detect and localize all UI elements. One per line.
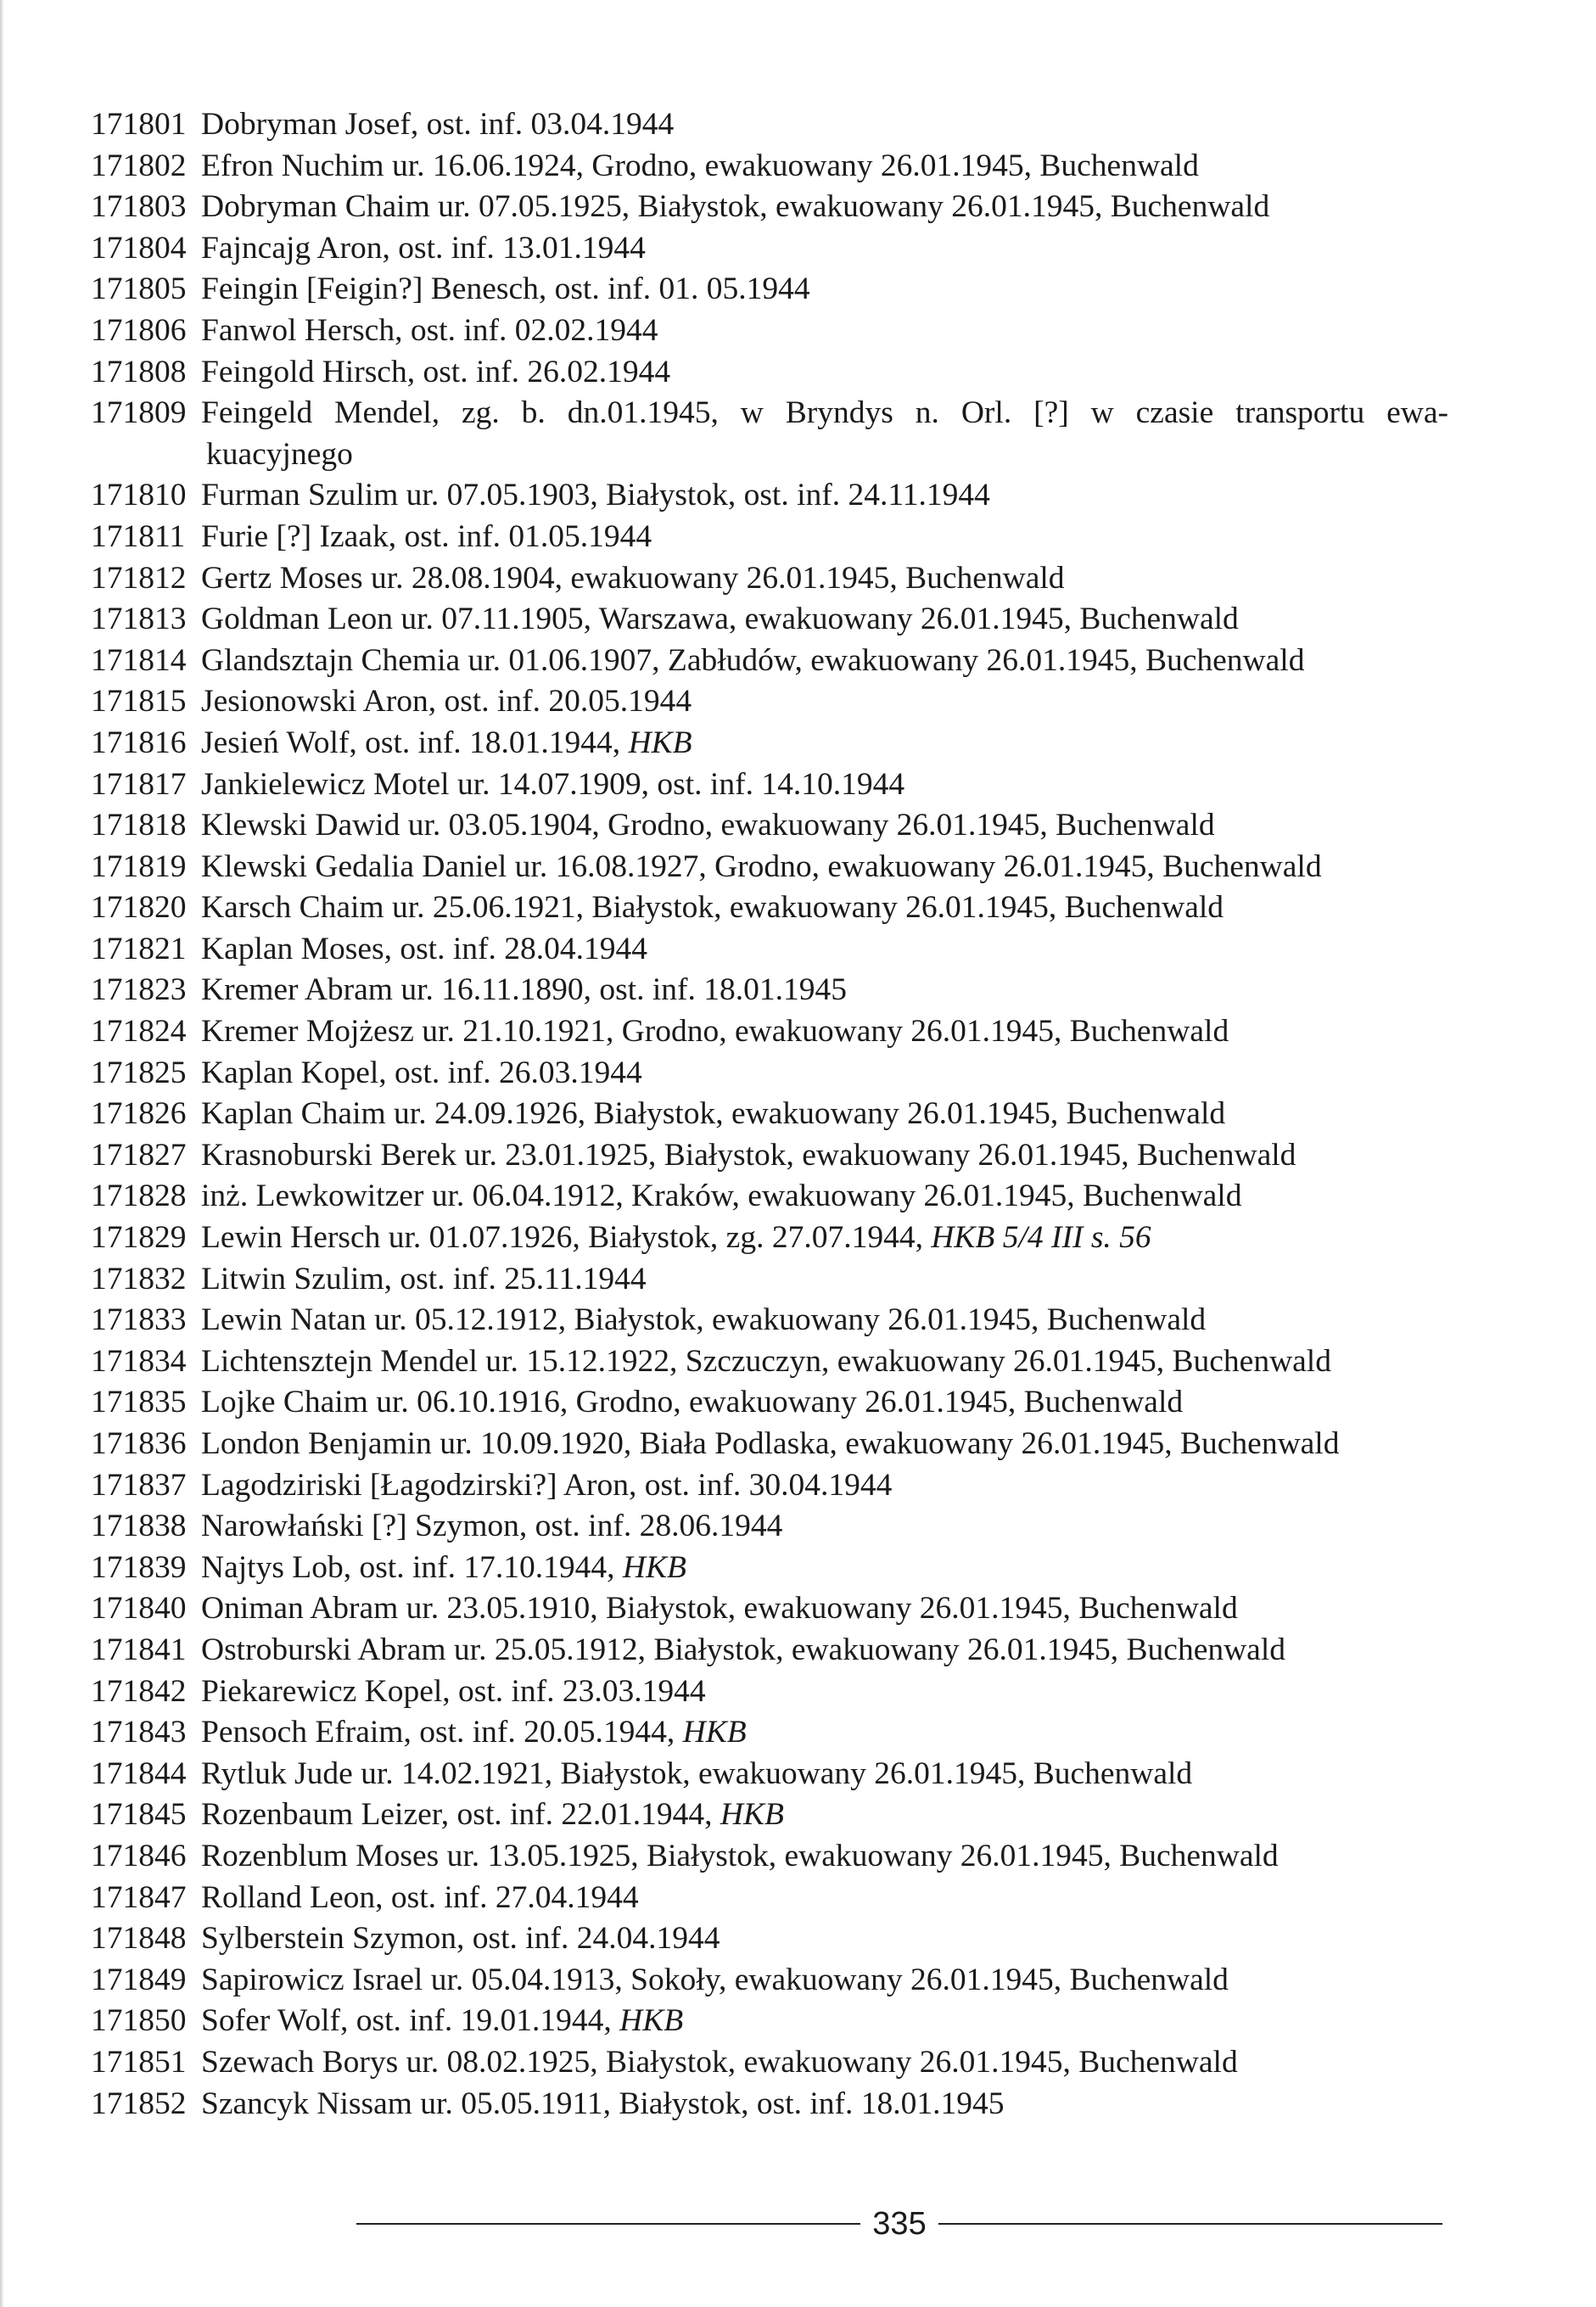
entry-text: Fanwol Hersch, ost. inf. 02.02.1944 [201, 312, 658, 348]
prisoner-number: 171827 [91, 1137, 187, 1173]
footer-rule-right [938, 2223, 1442, 2225]
entry-note-italic: HKB [628, 725, 692, 760]
entry-text: Lewin Natan ur. 05.12.1912, Białystok, ewakuowany 26.01.1945, Buchenwald [201, 1302, 1207, 1338]
footer-rule-left [356, 2223, 860, 2225]
entry-text: Ostroburski Abram ur. 25.05.1912, Białystok, ewakuowany 26.01.1945, Buchenwald [201, 1632, 1285, 1667]
entry-text: Lojke Chaim ur. 06.10.1916, Grodno, ewakuowany 26.01.1945, Buchenwald [201, 1385, 1184, 1420]
prisoner-number: 171829 [91, 1220, 187, 1256]
entry-line [91, 1509, 782, 1543]
entry-note-italic: HKB [622, 1549, 686, 1585]
prisoner-number: 171817 [91, 766, 187, 802]
prisoner-number: 171818 [91, 808, 187, 843]
page-edge-shadow [0, 0, 3, 2307]
list-item [91, 1878, 1448, 1919]
entry-text: Rozenbaum Leizer, ost. inf. 22.01.1944, [201, 1797, 720, 1833]
entry-text: Glandsztajn Chemia ur. 01.06.1907, Zabłudów, ewakuowany 26.01.1945, Buchenwald [201, 642, 1305, 678]
list-item [91, 1960, 1448, 2002]
entry-text: Kaplan Moses, ost. inf. 28.04.1944 [201, 931, 648, 966]
prisoner-number: 171842 [91, 1673, 187, 1709]
entry-line [91, 2086, 1005, 2121]
list-item [91, 558, 1448, 600]
prisoner-number: 171832 [91, 1261, 187, 1296]
entry-line [91, 1220, 1151, 1255]
list-item [91, 1712, 1448, 1754]
prisoner-number: 171806 [91, 312, 187, 348]
list-item [91, 1588, 1448, 1630]
prisoner-number: 171852 [91, 2086, 187, 2121]
entry-text: Litwin Szulim, ost. inf. 25.11.1944 [201, 1261, 647, 1296]
entry-line [91, 1385, 1183, 1419]
prisoner-number: 171828 [91, 1179, 187, 1214]
entry-line [91, 1262, 647, 1296]
list-item [91, 847, 1448, 888]
entry-line [91, 1839, 1279, 1873]
prisoner-number: 171808 [91, 354, 187, 389]
list-item [91, 1011, 1448, 1053]
entry-note-italic: HKB [682, 1715, 747, 1750]
list-item [91, 1424, 1448, 1465]
entry-text: inż. Lewkowitzer ur. 06.04.1912, Kraków, ewakuowany 26.01.1945, Buchenwald [201, 1179, 1242, 1214]
entry-line [91, 1674, 706, 1709]
entry-continuation: kuacyjnego [206, 436, 353, 472]
entry-text: Karsch Chaim ur. 25.06.1921, Białystok, ewakuowany 26.01.1945, Buchenwald [201, 890, 1224, 926]
entry-line [91, 2003, 683, 2038]
list-item [91, 352, 1448, 394]
entry-text: Rozenblum Moses ur. 13.05.1925, Białystok, ewakuowany 26.01.1945, Buchenwald [201, 1838, 1279, 1873]
entry-text: Narowłański [?] Szymon, ost. inf. 28.06.1944 [201, 1509, 783, 1544]
list-item [91, 2001, 1448, 2042]
list-item [91, 929, 1448, 971]
list-item [91, 228, 1448, 270]
entry-line [91, 1344, 1331, 1379]
entry-text: Jesionowski Aron, ost. inf. 20.05.1944 [201, 684, 692, 720]
prisoner-number: 171839 [91, 1549, 187, 1585]
prisoner-number: 171802 [91, 148, 187, 183]
list-item [91, 104, 1448, 146]
entry-line [91, 393, 1448, 434]
list-item [91, 517, 1448, 558]
entry-line [91, 272, 810, 306]
entry-line [91, 602, 1239, 636]
page-number: 335 [872, 2205, 927, 2242]
prisoner-number: 171849 [91, 1962, 187, 1997]
entry-line [91, 107, 674, 142]
entry-text: Jesień Wolf, ost. inf. 18.01.1944, [201, 725, 629, 760]
prisoner-number: 171814 [91, 642, 187, 678]
list-item [91, 805, 1448, 847]
entry-text: Kremer Abram ur. 16.11.1890, ost. inf. 18.01.1945 [201, 972, 848, 1008]
entry-line [91, 767, 904, 802]
prisoner-number: 171812 [91, 560, 187, 596]
entry-line [91, 890, 1224, 925]
list-item [91, 393, 1448, 475]
entry-text: Piekarewicz Kopel, ost. inf. 23.03.1944 [201, 1673, 706, 1709]
list-item [91, 1176, 1448, 1218]
entry-text: Furie [?] Izaak, ost. inf. 01.05.1944 [201, 518, 652, 554]
list-item [91, 187, 1448, 228]
prisoner-number: 171850 [91, 2003, 187, 2039]
prisoner-number: 171823 [91, 972, 187, 1008]
entry-line [91, 1138, 1296, 1173]
entry-line [91, 1963, 1229, 1997]
prisoner-number: 171843 [91, 1715, 187, 1750]
list-item [91, 2042, 1448, 2084]
prisoner-number: 171834 [91, 1343, 187, 1379]
list-item [91, 1836, 1448, 1878]
entry-text: Furman Szulim ur. 07.05.1903, Białystok, ost. inf. 24.11.1944 [201, 478, 990, 513]
entry-list [91, 104, 1448, 2125]
entry-text: Kaplan Kopel, ost. inf. 26.03.1944 [201, 1055, 642, 1090]
list-item [91, 723, 1448, 764]
entry-text: Dobryman Chaim ur. 07.05.1925, Białystok, ewakuowany 26.01.1945, Buchenwald [201, 189, 1270, 225]
entry-text: Fajncajg Aron, ost. inf. 13.01.1944 [201, 230, 646, 266]
entry-line [91, 932, 647, 966]
entry-text: Rolland Leon, ost. inf. 27.04.1944 [201, 1879, 639, 1915]
entry-line [91, 684, 692, 719]
entry-text: Jankielewicz Motel ur. 14.07.1909, ost. inf. 14.10.1944 [201, 766, 905, 802]
entry-line [91, 2045, 1238, 2080]
entry-note-italic: HKB [720, 1797, 784, 1833]
entry-line [91, 1921, 720, 1956]
prisoner-number: 171819 [91, 848, 187, 884]
prisoner-number: 171810 [91, 478, 187, 513]
list-item [91, 1918, 1448, 1960]
entry-note-italic: HKB 5/4 III s. 56 [931, 1220, 1151, 1256]
prisoner-number: 171835 [91, 1385, 187, 1420]
entry-text: Oniman Abram ur. 23.05.1910, Białystok, ewakuowany 26.01.1945, Buchenwald [201, 1591, 1238, 1627]
prisoner-number: 171820 [91, 890, 187, 926]
entry-line [91, 148, 1199, 183]
list-item [91, 1259, 1448, 1301]
prisoner-number: 171816 [91, 725, 187, 760]
list-item [91, 641, 1448, 682]
prisoner-number: 171826 [91, 1096, 187, 1132]
prisoner-number: 171848 [91, 1921, 187, 1957]
entry-line [91, 643, 1304, 678]
prisoner-number: 171833 [91, 1302, 187, 1338]
prisoner-number: 171801 [91, 107, 187, 142]
entry-text: Pensoch Efraim, ost. inf. 20.05.1944, [201, 1715, 683, 1750]
entry-line [91, 1468, 892, 1503]
entry-line [91, 478, 990, 512]
list-item [91, 1094, 1448, 1135]
list-item [91, 1754, 1448, 1795]
entry-line [91, 1632, 1285, 1667]
list-item [91, 1548, 1448, 1589]
entry-line [91, 355, 670, 389]
prisoner-number: 171841 [91, 1632, 187, 1667]
entry-line [91, 1302, 1206, 1337]
entry-line [91, 1179, 1241, 1213]
list-item [91, 1218, 1448, 1259]
prisoner-number: 171846 [91, 1838, 187, 1873]
entry-line [91, 1056, 642, 1090]
prisoner-number: 171845 [91, 1797, 187, 1833]
entry-text: Lewin Hersch ur. 01.07.1926, Białystok, zg. 27.07.1944, [201, 1220, 932, 1256]
entry-line [91, 313, 658, 348]
entry-text: Szewach Borys ur. 08.02.1925, Białystok, ewakuowany 26.01.1945, Buchenwald [201, 2044, 1238, 2080]
entry-line [91, 1550, 686, 1585]
prisoner-number: 171847 [91, 1879, 187, 1915]
entry-text: Sapirowicz Israel ur. 05.04.1913, Sokoły, ewakuowany 26.01.1945, Buchenwald [201, 1962, 1229, 1997]
list-item [91, 1135, 1448, 1177]
entry-text: Sylberstein Szymon, ost. inf. 24.04.1944 [201, 1921, 720, 1957]
entry-text: Lichtensztejn Mendel ur. 15.12.1922, Szczuczyn, ewakuowany 26.01.1945, Buchenwald [201, 1343, 1331, 1379]
entry-line [91, 1014, 1229, 1049]
entry-line [91, 189, 1269, 224]
entry-text: Gertz Moses ur. 28.08.1904, ewakuowany 26.01.1945, Buchenwald [201, 560, 1065, 596]
entry-text: Feingeld Mendel, zg. b. dn.01.1945, w Bryndys n. Orl. [?] w czasie transportu ewa- [201, 395, 1448, 431]
prisoner-number: 171805 [91, 272, 187, 307]
list-item [91, 599, 1448, 641]
prisoner-number: 171838 [91, 1509, 187, 1544]
entry-line [91, 1715, 747, 1750]
entry-text: Lagodziriski [Łagodzirski?] Aron, ost. inf. 30.04.1944 [201, 1467, 893, 1503]
entry-text: Najtys Lob, ost. inf. 17.10.1944, [201, 1549, 623, 1585]
entry-text: Dobryman Josef, ost. inf. 03.04.1944 [201, 107, 675, 142]
list-item [91, 1341, 1448, 1383]
prisoner-number: 171811 [91, 518, 186, 554]
entry-line [91, 725, 692, 760]
list-item [91, 764, 1448, 806]
entry-line [91, 1426, 1339, 1461]
prisoner-number: 171837 [91, 1467, 187, 1503]
list-item [91, 1506, 1448, 1548]
list-item [91, 1465, 1448, 1507]
prisoner-number: 171824 [91, 1014, 187, 1050]
list-item [91, 681, 1448, 723]
list-item [91, 888, 1448, 929]
prisoner-number: 171851 [91, 2044, 187, 2080]
list-item [91, 311, 1448, 352]
page-footer [356, 2203, 1442, 2245]
list-item [91, 970, 1448, 1011]
entry-text: Szancyk Nissam ur. 05.05.1911, Białystok, ost. inf. 18.01.1945 [201, 2086, 1005, 2121]
entry-text: Sofer Wolf, ost. inf. 19.01.1944, [201, 2003, 620, 2039]
entry-line [91, 1797, 784, 1832]
prisoner-number: 171821 [91, 931, 187, 966]
list-item [91, 1671, 1448, 1713]
entry-text: Feingin [Feigin?] Benesch, ost. inf. 01. 05.1944 [201, 272, 810, 307]
entry-line [91, 1880, 639, 1915]
prisoner-number: 171804 [91, 230, 187, 266]
prisoner-number: 171803 [91, 189, 187, 225]
entry-line [91, 231, 646, 266]
list-item [91, 1630, 1448, 1671]
prisoner-number: 171825 [91, 1055, 187, 1090]
entry-line [91, 1096, 1225, 1131]
list-item [91, 269, 1448, 311]
list-item [91, 1053, 1448, 1095]
entry-line [91, 849, 1322, 884]
entry-text: Kaplan Chaim ur. 24.09.1926, Białystok, ewakuowany 26.01.1945, Buchenwald [201, 1096, 1226, 1132]
list-item [91, 1300, 1448, 1341]
entry-text: Efron Nuchim ur. 16.06.1924, Grodno, ewakuowany 26.01.1945, Buchenwald [201, 148, 1199, 183]
list-item [91, 1382, 1448, 1424]
prisoner-number: 171813 [91, 602, 187, 637]
prisoner-number: 171815 [91, 684, 187, 720]
list-item [91, 2084, 1448, 2125]
entry-line [91, 808, 1215, 843]
entry-note-italic: HKB [619, 2003, 684, 2039]
prisoner-number: 171844 [91, 1755, 187, 1791]
list-item [91, 475, 1448, 517]
entry-line [91, 1756, 1192, 1791]
entry-text: Kremer Mojżesz ur. 21.10.1921, Grodno, ewakuowany 26.01.1945, Buchenwald [201, 1014, 1229, 1050]
prisoner-number: 171840 [91, 1591, 187, 1627]
entry-line [91, 561, 1065, 596]
entry-text: Feingold Hirsch, ost. inf. 26.02.1944 [201, 354, 671, 389]
entry-text: Klewski Dawid ur. 03.05.1904, Grodno, ewakuowany 26.01.1945, Buchenwald [201, 808, 1215, 843]
entry-line [91, 1591, 1238, 1626]
prisoner-number: 171836 [91, 1426, 187, 1461]
list-item [91, 1795, 1448, 1836]
entry-text: London Benjamin ur. 10.09.1920, Biała Podlaska, ewakuowany 26.01.1945, Buchenwald [201, 1426, 1340, 1461]
entry-text: Goldman Leon ur. 07.11.1905, Warszawa, ewakuowany 26.01.1945, Buchenwald [201, 602, 1239, 637]
entry-line [91, 519, 652, 554]
entry-text: Klewski Gedalia Daniel ur. 16.08.1927, Grodno, ewakuowany 26.01.1945, Buchenwald [201, 848, 1322, 884]
prisoner-number: 171809 [91, 395, 187, 431]
entry-text: Rytluk Jude ur. 14.02.1921, Białystok, ewakuowany 26.01.1945, Buchenwald [201, 1755, 1193, 1791]
list-item [91, 146, 1448, 188]
entry-text: Krasnoburski Berek ur. 23.01.1925, Białystok, ewakuowany 26.01.1945, Buchenwald [201, 1137, 1296, 1173]
entry-line [91, 972, 847, 1007]
